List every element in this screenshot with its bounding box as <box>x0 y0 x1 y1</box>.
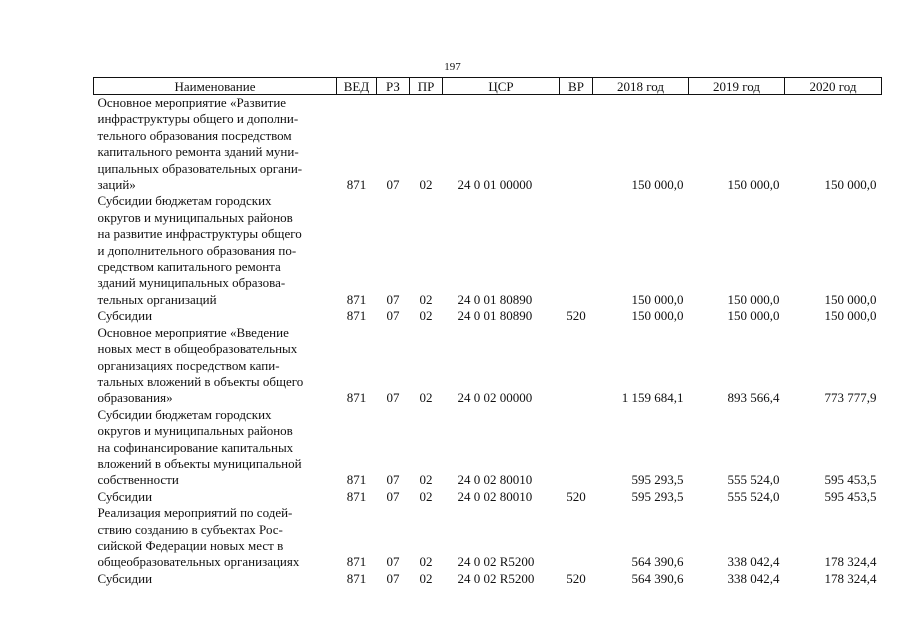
name-line: собственности <box>97 472 179 488</box>
cell-name <box>94 325 337 407</box>
cell-2018: 595 293,5 <box>631 472 684 488</box>
cell-name <box>94 193 337 308</box>
cell-pr: 02 <box>419 291 433 307</box>
table-row <box>94 571 882 587</box>
name-line: общеобразовательных организациях <box>97 554 300 570</box>
cell-rz: 07 <box>386 291 400 307</box>
cell-csr: 24 0 02 R5200 <box>457 570 535 586</box>
cell-vr: 520 <box>566 308 586 324</box>
cell-2020: 150 000,0 <box>824 291 877 307</box>
header-rz: РЗ <box>377 78 410 95</box>
table-row <box>94 308 882 324</box>
table-body <box>94 95 882 588</box>
name-line: Субсидии <box>97 570 153 586</box>
cell-ved: 871 <box>346 390 367 406</box>
name-line: и дополнительного образования по- <box>97 242 297 258</box>
name-line: образования» <box>97 390 173 406</box>
cell-vr: 520 <box>566 488 586 504</box>
cell-2020: 773 777,9 <box>824 390 877 406</box>
cell-name <box>94 505 337 571</box>
name-line: Основное мероприятие «Введение <box>97 324 289 340</box>
cell-vr <box>560 325 593 407</box>
name-line: Субсидии бюджетам городских <box>97 406 272 422</box>
cell-csr: 24 0 02 00000 <box>457 390 533 406</box>
table-row <box>94 505 882 571</box>
name-line: Субсидии бюджетам городских <box>97 193 272 209</box>
cell-2020: 595 453,5 <box>824 488 877 504</box>
cell-name <box>94 95 337 194</box>
cell-csr: 24 0 01 00000 <box>457 177 533 193</box>
cell-rz: 07 <box>386 390 400 406</box>
table-header <box>94 78 882 95</box>
cell-2018: 1 159 684,1 <box>621 390 684 406</box>
header-pr: ПР <box>410 78 443 95</box>
cell-2019: 150 000,0 <box>727 308 780 324</box>
cell-ved: 871 <box>346 554 367 570</box>
cell-2019: 555 524,0 <box>727 488 780 504</box>
cell-pr: 02 <box>419 472 433 488</box>
header-row <box>94 78 882 95</box>
cell-ved: 871 <box>346 177 367 193</box>
name-line: тельного образования посредством <box>97 127 292 143</box>
name-line: организациях посредством капи- <box>97 357 280 373</box>
table-row <box>94 407 882 489</box>
cell-pr: 02 <box>419 308 433 324</box>
header-2020: 2020 год <box>785 78 882 95</box>
cell-2018: 595 293,5 <box>631 488 684 504</box>
cell-csr: 24 0 02 80010 <box>457 488 533 504</box>
cell-rz: 07 <box>386 177 400 193</box>
name-line: Основное мероприятие «Развитие <box>97 95 287 110</box>
header-ved: ВЕД <box>337 78 377 95</box>
name-line: инфраструктуры общего и дополни- <box>97 111 299 127</box>
name-line: капитального ремонта зданий муни- <box>97 144 299 160</box>
name-line: Субсидии <box>97 308 153 324</box>
name-line: Реализация мероприятий по содей- <box>97 505 293 521</box>
name-line: тальных вложений в объекты общего <box>97 373 304 389</box>
cell-pr: 02 <box>419 570 433 586</box>
budget-table <box>93 77 882 587</box>
cell-pr: 02 <box>419 177 433 193</box>
cell-2018: 150 000,0 <box>631 177 684 193</box>
header-csr: ЦСР <box>443 78 560 95</box>
name-line: сийской Федерации новых мест в <box>97 537 284 553</box>
cell-rz: 07 <box>386 554 400 570</box>
cell-ved: 871 <box>346 570 367 586</box>
cell-vr <box>560 193 593 308</box>
cell-rz: 07 <box>386 472 400 488</box>
name-line: Субсидии <box>97 488 153 504</box>
name-line: ципальных образовательных органи- <box>97 160 303 176</box>
cell-csr: 24 0 02 R5200 <box>457 554 535 570</box>
cell-name <box>94 571 337 587</box>
cell-vr <box>560 407 593 489</box>
name-line: средством капитального ремонта <box>97 259 281 275</box>
cell-csr: 24 0 01 80890 <box>457 308 533 324</box>
cell-2019: 150 000,0 <box>727 291 780 307</box>
cell-ved: 871 <box>346 291 367 307</box>
cell-name <box>94 308 337 324</box>
name-line: вложений в объекты муниципальной <box>97 455 302 471</box>
cell-rz: 07 <box>386 570 400 586</box>
cell-2018: 564 390,6 <box>631 570 684 586</box>
cell-2018: 150 000,0 <box>631 308 684 324</box>
cell-2019: 338 042,4 <box>727 570 780 586</box>
cell-csr: 24 0 01 80890 <box>457 291 533 307</box>
cell-2019: 150 000,0 <box>727 177 780 193</box>
name-line: на софинансирование капитальных <box>97 439 294 455</box>
header-2019: 2019 год <box>689 78 785 95</box>
cell-pr: 02 <box>419 554 433 570</box>
table-row <box>94 489 882 505</box>
cell-2019: 555 524,0 <box>727 472 780 488</box>
cell-vr: 520 <box>566 570 586 586</box>
cell-pr: 02 <box>419 390 433 406</box>
name-line: зданий муниципальных образова- <box>97 275 286 291</box>
cell-2019: 893 566,4 <box>727 390 780 406</box>
cell-rz: 07 <box>386 308 400 324</box>
table-row <box>94 325 882 407</box>
page-number: 197 <box>444 61 461 73</box>
cell-ved: 871 <box>346 488 367 504</box>
name-line: новых мест в общеобразовательных <box>97 341 298 357</box>
cell-ved: 871 <box>346 308 367 324</box>
cell-rz: 07 <box>386 488 400 504</box>
cell-2020: 178 324,4 <box>824 554 877 570</box>
name-line: заций» <box>97 177 136 193</box>
cell-name <box>94 407 337 489</box>
header-vr: ВР <box>560 78 593 95</box>
cell-2018: 150 000,0 <box>631 291 684 307</box>
name-line: округов и муниципальных районов <box>97 423 293 439</box>
cell-csr: 24 0 02 80010 <box>457 472 533 488</box>
cell-vr <box>560 95 593 194</box>
cell-2020: 150 000,0 <box>824 308 877 324</box>
header-2018: 2018 год <box>593 78 689 95</box>
cell-2019: 338 042,4 <box>727 554 780 570</box>
table-row <box>94 95 882 194</box>
cell-2020: 178 324,4 <box>824 570 877 586</box>
name-line: округов и муниципальных районов <box>97 209 293 225</box>
name-line: тельных организаций <box>97 291 217 307</box>
header-name: Наименование <box>94 78 337 95</box>
cell-2020: 595 453,5 <box>824 472 877 488</box>
cell-ved: 871 <box>346 472 367 488</box>
cell-2018: 564 390,6 <box>631 554 684 570</box>
name-line: на развитие инфраструктуры общего <box>97 226 302 242</box>
cell-vr <box>560 505 593 571</box>
cell-name <box>94 489 337 505</box>
cell-pr: 02 <box>419 488 433 504</box>
table-row <box>94 193 882 308</box>
name-line: ствию созданию в субъектах Рос- <box>97 521 283 537</box>
cell-2020: 150 000,0 <box>824 177 877 193</box>
